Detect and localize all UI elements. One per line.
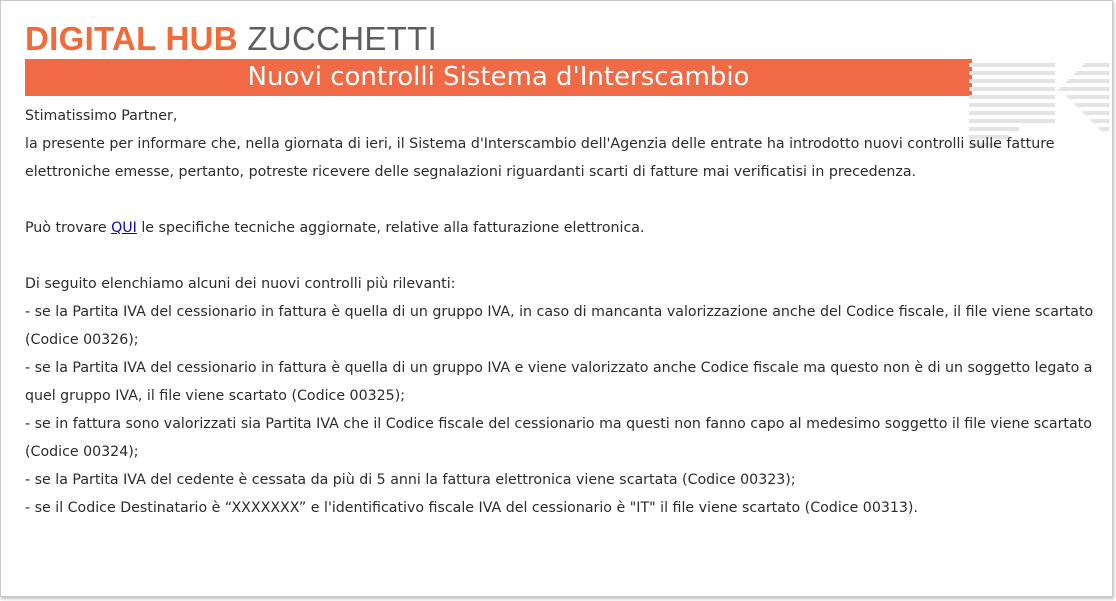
specs-link[interactable]: QUI [111, 220, 137, 236]
logo-brand-bold: DIGITAL HUB [25, 20, 238, 57]
specs-text-after: le specifiche tecniche aggiornate, relative alla fatturazione elettronica. [136, 220, 645, 236]
digital-hub-zucchetti-logo [25, 21, 437, 57]
specs-text-before: Può trovare [25, 220, 112, 236]
logo-brand-light: ZUCCHETTI [247, 20, 438, 57]
message-body [25, 102, 1100, 522]
list-item: - se la Partita IVA del cedente è cessata da più di 5 anni la fattura elettronica viene scartata (Codice 00323); [25, 472, 796, 488]
list-item: - se la Partita IVA del cessionario in fattura è quella di un gruppo IVA e viene valorizzato anche Codice fiscale ma questo non è di un soggetto legato a quel gruppo IVA, il file viene scartato (Codice 00325); [25, 360, 1093, 404]
greeting: Stimatissimo Partner, [25, 108, 178, 124]
list-item: - se la Partita IVA del cessionario in fattura è quella di un gruppo IVA, in caso di mancanta valorizzazione anche del Codice fiscale, il file viene scartato (Codice 00326); [25, 304, 1094, 348]
list-item: - se in fattura sono valorizzati sia Partita IVA che il Codice fiscale del cessionario ma questi non fanno capo al medesimo soggetto il file viene scartato (Codice 00324); [25, 416, 1092, 460]
banner-title: Nuovi controlli Sistema d'Interscambio [247, 62, 750, 92]
spacer [25, 186, 1100, 214]
specs-paragraph [25, 214, 1100, 242]
list-intro: Di seguito elenchiamo alcuni dei nuovi controlli più rilevanti: [25, 276, 456, 292]
intro-paragraph: la presente per informare che, nella giornata di ieri, il Sistema d'Interscambio dell'Agenzia delle entrate ha introdotto nuovi controlli sulle fatture elettroniche emesse, pertanto, potreste ricevere delle segnalazioni riguardanti scarti di fatture mai verificatisi in precedenza. [25, 136, 1055, 180]
spacer [25, 242, 1100, 270]
list-item: - se il Codice Destinatario è “XXXXXXX” e l'identificativo fiscale IVA del cessionario è "IT" il file viene scartato (Codice 00313). [25, 500, 918, 516]
title-banner [25, 59, 972, 96]
